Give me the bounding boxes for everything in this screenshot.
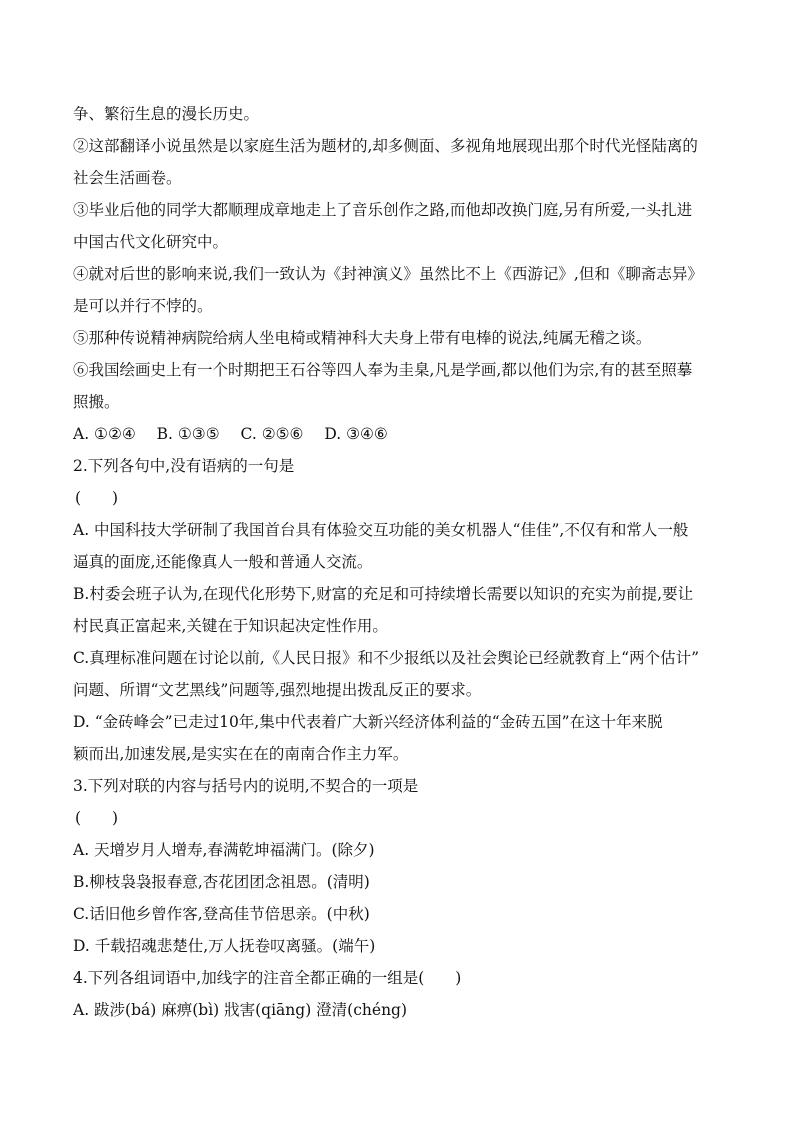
q1-line: 争、繁衍生息的漫长历史。 bbox=[73, 105, 260, 123]
q3-answer-paren: ( ) bbox=[75, 809, 119, 827]
q2-line: 村民真正富起来,关键在于知识起决定性作用。 bbox=[73, 617, 388, 635]
q1-line: ⑥我国绘画史上有一个时期把王石谷等四人奉为圭臬,凡是学画,都以他们为宗,有的甚至照摹 bbox=[73, 361, 693, 379]
q1-line: ⑤那种传说精神病院给病人坐电椅或精神科大夫身上带有电棒的说法,纯属无稽之谈。 bbox=[73, 329, 652, 347]
exam-content bbox=[73, 98, 733, 1026]
q1-option-d: D. ③④⑥ bbox=[324, 425, 388, 443]
q1-line: 中国古代文化研究中。 bbox=[73, 233, 229, 251]
q1-options bbox=[73, 418, 733, 450]
q2-line: 问题、所谓“文艺黑线”问题等,强烈地提出拨乱反正的要求。 bbox=[73, 681, 482, 699]
q2-answer-paren: ( ) bbox=[75, 489, 119, 507]
q1-option-a: A. ①②④ bbox=[73, 425, 136, 443]
q2-line: C.真理标准问题在讨论以前,《人民日报》和不少报纸以及社会舆论已经就教育上“两个估计” bbox=[73, 649, 700, 667]
question-1-continued bbox=[73, 98, 733, 450]
q2-line: 逼真的面庞,还能像真人一般和普通人交流。 bbox=[73, 553, 373, 571]
question-4 bbox=[73, 962, 733, 1026]
q4-line: A. 跋涉(bá) 麻痹(bì) 戕害(qiāng) 澄清(chéng) bbox=[73, 1001, 408, 1019]
q2-stem: 2.下列各句中,没有语病的一句是 bbox=[73, 457, 295, 475]
q1-line: 社会生活画卷。 bbox=[73, 169, 182, 187]
q2-line: B.村委会班子认为,在现代化形势下,财富的充足和可持续增长需要以知识的充实为前提,要让 bbox=[73, 585, 694, 603]
q2-line: D. “金砖峰会”已走过10年,集中代表着广大新兴经济体利益的“金砖五国”在这十年来脱 bbox=[73, 713, 663, 731]
q2-line: A. 中国科技大学研制了我国首台具有体验交互功能的美女机器人“佳佳”,不仅有和常人一般 bbox=[73, 521, 689, 539]
question-3 bbox=[73, 770, 733, 962]
q4-stem: 4.下列各组词语中,加线字的注音全都正确的一组是( ) bbox=[73, 969, 462, 987]
q1-option-c: C. ②⑤⑥ bbox=[240, 425, 304, 443]
q3-stem: 3.下列对联的内容与括号内的说明,不契合的一项是 bbox=[73, 777, 419, 795]
q1-option-b: B. ①③⑤ bbox=[156, 425, 220, 443]
q1-line: 照搬。 bbox=[73, 393, 120, 411]
q1-line: ③毕业后他的同学大都顺理成章地走上了音乐创作之路,而他却改换门庭,另有所爱,一头扎进 bbox=[73, 201, 693, 219]
q3-line: A. 天增岁月人增寿,春满乾坤福满门。(除夕) bbox=[73, 841, 375, 859]
q1-line: ④就对后世的影响来说,我们一致认为《封神演义》虽然比不上《西游记》,但和《聊斋志异》 bbox=[73, 265, 703, 283]
q3-line: B.柳枝袅袅报春意,杏花团团念祖恩。(清明) bbox=[73, 873, 370, 891]
q3-line: D. 千载招魂悲楚仕,万人抚卷叹离骚。(端午) bbox=[73, 937, 376, 955]
q1-line: 是可以并行不悖的。 bbox=[73, 297, 213, 315]
q2-line: 颖而出,加速发展,是实实在在的南南合作主力军。 bbox=[73, 745, 409, 763]
q3-line: C.话旧他乡曾作客,登高佳节倍思亲。(中秋) bbox=[73, 905, 370, 923]
q1-line: ②这部翻译小说虽然是以家庭生活为题材的,却多侧面、多视角地展现出那个时代光怪陆离的 bbox=[73, 137, 698, 155]
question-2 bbox=[73, 450, 733, 770]
